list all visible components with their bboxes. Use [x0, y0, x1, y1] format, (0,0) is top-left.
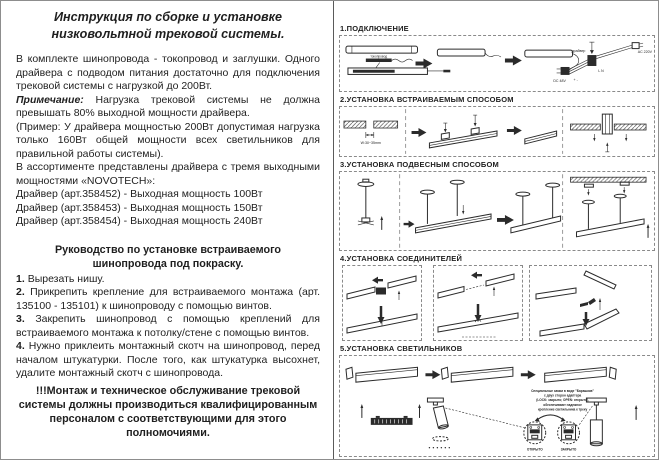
track-conductor-figure	[346, 46, 450, 74]
track-endcap-figure-1	[346, 367, 418, 382]
open-label: ОТКРЫТО	[526, 447, 543, 452]
arrow-left-icon	[471, 272, 482, 279]
ceiling-cutout-figure	[344, 121, 398, 145]
driver-item: Драйвер (арт.358453) - Выходная мощность 150Вт	[16, 201, 263, 214]
step-number: 4.	[16, 340, 25, 352]
track-endcap-figure-3	[545, 367, 617, 382]
corner-connector-box	[529, 265, 652, 341]
ceiling-mounted-figure	[571, 177, 650, 238]
intro-paragraph: В комплекте шинопровода - токопровод и заглушки. Одного драйвера с подводом питания достаточно для подключения трековой системы с нагрузкой до 200Вт.	[16, 53, 320, 92]
example-paragraph: (Пример: У драйвера мощностью 200Вт допустимая нагрузка только 160Вт общей мощности всех светильников для правильной работы системы).	[16, 120, 320, 160]
embedded-result-figure	[571, 114, 647, 152]
step-text: Нужно приклеить монтажный скотч на шинопровод, перед началом штукатурки. После того, как штукатурка высохнет, удалите монтажный скотч с шинопровода.	[16, 340, 320, 379]
arrow-right-icon	[505, 56, 522, 66]
page-title: Инструкция по сборке и установке низковольтной трековой системы.	[51, 10, 285, 41]
suspended-diagram-box	[339, 171, 655, 251]
lock-closeups-figure	[445, 406, 592, 452]
section-heading-suspended: 3.УСТАНОВКА ПОДВЕСНЫМ СПОСОБОМ	[340, 160, 499, 169]
linear-light-figure	[360, 404, 412, 425]
step-number: 2.	[16, 286, 25, 298]
ln-label: L N	[598, 68, 604, 73]
arrow-right-icon	[425, 370, 440, 379]
note-label: Примечание:	[16, 93, 84, 106]
arrow-right-icon	[521, 370, 536, 379]
driver-item: Драйвер (арт.358452) - Выходная мощность 100Вт	[16, 188, 263, 200]
step-item	[16, 286, 320, 313]
text-column	[1, 1, 334, 459]
ac-voltage-label: AC 220V	[637, 50, 653, 55]
warning-text: !!!Монтаж и техническое обслуживание трековой системы должны производиться квалифицированным персоналом с соответствующими для этого полномочиями.	[18, 384, 318, 439]
straight-connector-box	[342, 265, 422, 341]
arrow-right-icon	[404, 221, 415, 228]
track-mounting-figure	[429, 115, 497, 148]
corner-connector-figure	[536, 271, 619, 336]
guide-title: Руководство по установке встраиваемого шинопровода под покраску.	[54, 243, 282, 270]
canopy-figure	[358, 179, 383, 230]
suspended-diagram	[340, 172, 654, 250]
polarity-label: + -	[573, 77, 578, 82]
pendant-light-figure	[586, 398, 637, 446]
track-assembled-figure	[437, 49, 501, 57]
driver-label: драйвер	[571, 49, 586, 54]
assembled-track-figure	[525, 131, 557, 144]
pendant-assembled-figure	[511, 183, 561, 233]
section-heading-connection: 1.ПОДКЛЮЧЕНИЕ	[340, 24, 409, 33]
flex-connector-diagram	[434, 266, 522, 340]
arrow-right-icon	[497, 215, 514, 225]
luminaires-diagram-box	[339, 355, 655, 457]
connection-diagram	[340, 36, 654, 91]
arrow-left-icon	[372, 277, 383, 284]
flex-connector-box	[433, 265, 523, 341]
conductor-label: токопровод	[370, 54, 388, 59]
step-item	[16, 340, 320, 381]
spot-light-figure	[418, 398, 450, 448]
arrow-right-icon	[412, 128, 427, 137]
note-paragraph	[16, 94, 320, 121]
straight-connector-diagram	[343, 266, 421, 340]
dc-voltage-label: DC 48V	[553, 78, 566, 83]
driver-item: Драйвер (арт.358454) - Выходная мощность 240Вт	[16, 215, 263, 227]
lock-note-line: (LOCK: закрыто; OPEN: открыто),	[536, 398, 589, 403]
step-number: 1.	[16, 272, 25, 285]
assortment-paragraph: В ассортименте представлены драйвера с тремя выходными мощностями «NOVOTECH»:	[16, 161, 320, 187]
arrow-right-icon	[507, 126, 522, 135]
lock-note-line: Специальные замки в виде "Барашков"	[531, 389, 595, 394]
section-heading-recessed: 2.УСТАНОВКА ВСТРАИВАЕМЫМ СПОСОБОМ	[340, 95, 514, 104]
step-text: Прикрепить крепление для встраиваемого монтажа (арт. 135100 - 135101) к шинопроводу с помощью винтов.	[16, 286, 320, 312]
lock-note-line: с двух сторон адаптера	[544, 393, 582, 398]
straight-connector-figure	[347, 276, 417, 333]
recessed-diagram-box	[339, 106, 655, 157]
connection-diagram-box	[339, 35, 655, 92]
diagram-column	[339, 1, 655, 457]
lock-note-line: крепление светильника к треку	[537, 407, 588, 412]
step-text: Вырезать нишу.	[27, 272, 105, 285]
step-text: Закрепить шинопровод с помощью креплений для встраиваемого монтажа к потолку/стене с помощью винтов.	[16, 313, 320, 339]
step-number: 3.	[16, 313, 25, 325]
step-item	[16, 273, 320, 287]
note-text: Нагрузка трековой системы не должна превышать 80% выходной мощности драйвера.	[16, 93, 320, 119]
connectors-row	[339, 265, 655, 341]
driver-wiring-figure	[525, 42, 653, 83]
corner-connector-diagram	[530, 266, 651, 340]
closed-label: ЗАКРЫТО	[560, 447, 577, 452]
track-endcap-figure-2	[441, 367, 513, 382]
section-heading-connectors: 4.УСТАНОВКА СОЕДИНИТЕЛЕЙ	[340, 254, 463, 263]
gap-width-label: W:30~35mm	[360, 140, 381, 145]
arrow-right-icon	[416, 59, 433, 69]
lock-note	[531, 389, 594, 411]
recessed-diagram	[340, 107, 654, 156]
flex-connector-figure	[438, 272, 518, 337]
section-heading-luminaires: 5.УСТАНОВКА СВЕТИЛЬНИКОВ	[340, 344, 463, 353]
step-item	[16, 313, 320, 340]
luminaires-diagram	[340, 356, 654, 456]
pendant-attach-figure	[404, 180, 514, 233]
lock-note-line: обеспечивают надежное	[543, 402, 582, 407]
